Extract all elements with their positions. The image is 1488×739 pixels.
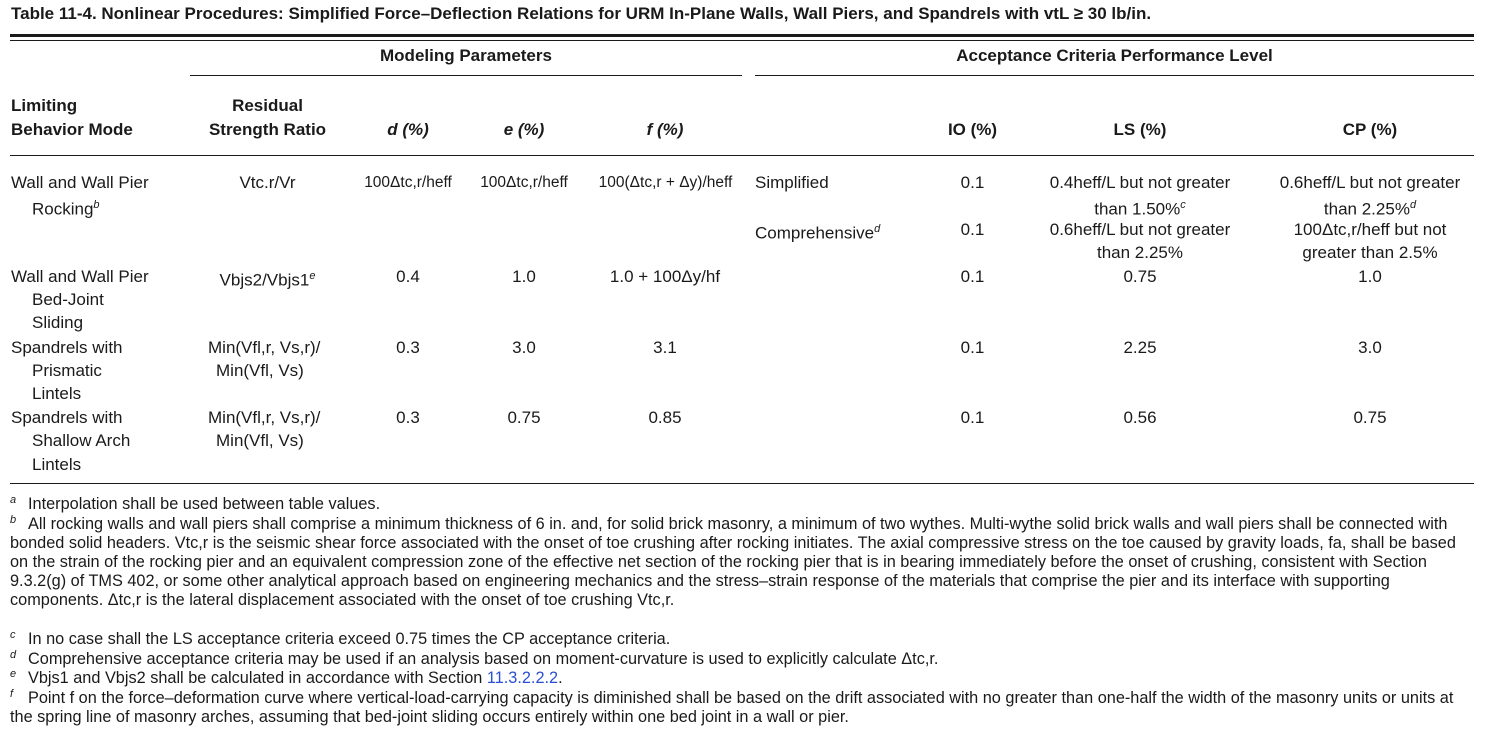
footnote-mark: f [10,688,14,700]
row-prismatic-d: 0.3 [396,338,420,357]
row-arch-e: 0.75 [507,408,541,427]
row-prismatic-mode-2: Prismatic [32,361,102,380]
acceptance-rule [755,75,1474,76]
acceptance-criteria-header: Acceptance Criteria Performance Level [956,46,1273,65]
footnote-mark: a [10,494,17,506]
header-rule [10,155,1474,156]
row-rocking-comprehensive-ls-1: 0.6heff/L but not greater [1049,220,1231,239]
footnote-mark: c [10,629,16,641]
row-arch-cp: 0.75 [1353,408,1387,427]
top-rule [10,34,1474,37]
row-prismatic-f: 3.1 [653,338,677,357]
row-rocking-simplified-io: 0.1 [960,173,985,192]
section-link[interactable]: 11.3.2.2.2 [486,669,559,687]
row-rocking-d: 100Δtc,r/heff [364,174,452,191]
row-rocking-ratio: Vtc.r/Vr [239,173,296,192]
row-rocking-comprehensive-ls-2: than 2.25% [1096,243,1183,262]
row-arch-ls: 0.56 [1123,408,1157,427]
col-residual: Residual [232,96,303,115]
row-arch-mode-2: Shallow Arch [32,431,131,450]
row-rocking-mode-2: Rocking$^b$ [32,199,100,219]
footnote-b: b All rocking walls and wall piers shall comprise a minimum thickness of 6 in. and, for solid brick masonry, a minimum of two wythes. Multi-wythe solid brick walls and wall piers shall be connected with bonded solid headers. Vtc,r is the seismic shear force associated with the onset of toe crushing after rocking initiates. The axial compressive stress on the toe caused by gravity loads, fa, shall be based on the strain of the rocking pier and an equivalent compression zone of the effective net section of the rocking pier that is in bearing immediately before the onset of crushing, consistent with Section 9.3.2(g) of TMS 402, or some other analytical approach based on engineering mechanics and the stress–strain response of the materials that comprise the pier and its interface with supporting components. Δtc,r is the lateral displacement associated with the onset of toe crushing Vtc,r. [10,515,1474,610]
row-prismatic-mode-1: Spandrels with [11,338,123,357]
row-prismatic-ls: 2.25 [1123,338,1157,357]
row-sliding-mode-3: Sliding [32,313,84,332]
row-rocking-simplified-ls-1: 0.4heff/L but not greater [1049,173,1231,192]
col-limiting: Limiting [11,96,78,115]
col-ls: LS (%) [1113,120,1167,139]
row-rocking-comprehensive-cp-2: greater than 2.5% [1302,243,1438,262]
row-rocking-comprehensive-io: 0.1 [960,220,985,239]
row-rocking-mode-1: Wall and Wall Pier [11,173,149,192]
row-arch-io: 0.1 [960,408,985,427]
row-rocking-f: 100(Δtc,r + Δy)/heff [598,174,733,191]
col-d: d (%) [387,120,429,139]
row-rocking-comprehensive-cp-1: 100Δtc,r/heff but not [1293,220,1447,239]
row-rocking-simplified-cp-1: 0.6heff/L but not greater [1279,173,1461,192]
row-rocking-comprehensive: Comprehensive$^d$ [755,223,881,243]
footnote-f: f Point f on the force–deformation curve where vertical-load-carrying capacity is diminished shall be based on the drift associated with no greater than one-half the width of the masonry units or units at the spring line of masonry arches, assuming that bed-joint sliding occurs entirely within one bed joint in a wall or pier. [10,689,1474,727]
footnote-mark: e [10,668,17,680]
row-sliding-cp: 1.0 [1358,267,1382,286]
row-prismatic-cp: 3.0 [1358,338,1382,357]
modeling-parameters-header: Modeling Parameters [380,46,552,65]
footnote-mark: b [10,514,17,526]
row-prismatic-io: 0.1 [960,338,985,357]
modeling-rule [190,75,742,76]
row-rocking-e: 100Δtc,r/heff [480,174,568,191]
row-arch-mode-1: Spandrels with [11,408,123,427]
top-rule-thin [10,40,1474,41]
row-rocking-simplified: Simplified [755,173,829,192]
row-arch-f: 0.85 [648,408,682,427]
row-arch-d: 0.3 [396,408,420,427]
col-e: e (%) [503,120,545,139]
row-rocking-simplified-ls-2: than 1.50%$^c$ [1094,199,1186,219]
row-prismatic-mode-3: Lintels [32,384,82,403]
table-title: Table 11-4. Nonlinear Procedures: Simplified Force–Deflection Relations for URM In-Plane Walls, Wall Piers, and Spandrels with vtL ≥ 30 lb/in. [11,4,1152,23]
row-sliding-mode-1: Wall and Wall Pier [11,267,149,286]
col-cp: CP (%) [1342,120,1398,139]
row-prismatic-ratio-1: Min(Vfl,r, Vs,r)/ [208,338,321,357]
col-behavior-mode: Behavior Mode [11,120,133,139]
row-sliding-f: 1.0 + 100Δy/hf [609,267,721,286]
footnote-c: c In no case shall the LS acceptance criteria exceed 0.75 times the CP acceptance criteria. [10,630,1474,649]
row-sliding-ratio: Vbjs2/Vbjs1e [219,270,316,290]
row-arch-ratio-2: Min(Vfl, Vs) [216,431,304,450]
col-io: IO (%) [947,120,998,139]
row-arch-ratio-1: Min(Vfl,r, Vs,r)/ [208,408,321,427]
bottom-rule [10,483,1474,484]
row-sliding-ls: 0.75 [1123,267,1157,286]
footnote-a: a Interpolation shall be used between table values. [10,495,1474,514]
footnote-mark: d [10,649,17,661]
col-strength-ratio: Strength Ratio [208,120,327,139]
row-prismatic-ratio-2: Min(Vfl, Vs) [216,361,304,380]
footnote-d: d Comprehensive acceptance criteria may be used if an analysis based on moment-curvature is used to explicitly calculate Δtc,r. [10,650,1474,669]
row-sliding-io: 0.1 [960,267,985,286]
row-sliding-d: 0.4 [396,267,420,286]
row-rocking-simplified-cp-2: than 2.25%$^d$ [1323,199,1417,219]
row-prismatic-e: 3.0 [512,338,536,357]
col-f: f (%) [646,120,684,139]
row-sliding-mode-2: Bed-Joint [32,290,104,309]
footnote-e: e Vbjs1 and Vbjs2 shall be calculated in accordance with Section 11.3.2.2.2. [10,669,1474,688]
row-arch-mode-3: Lintels [32,455,82,474]
row-sliding-e: 1.0 [512,267,536,286]
